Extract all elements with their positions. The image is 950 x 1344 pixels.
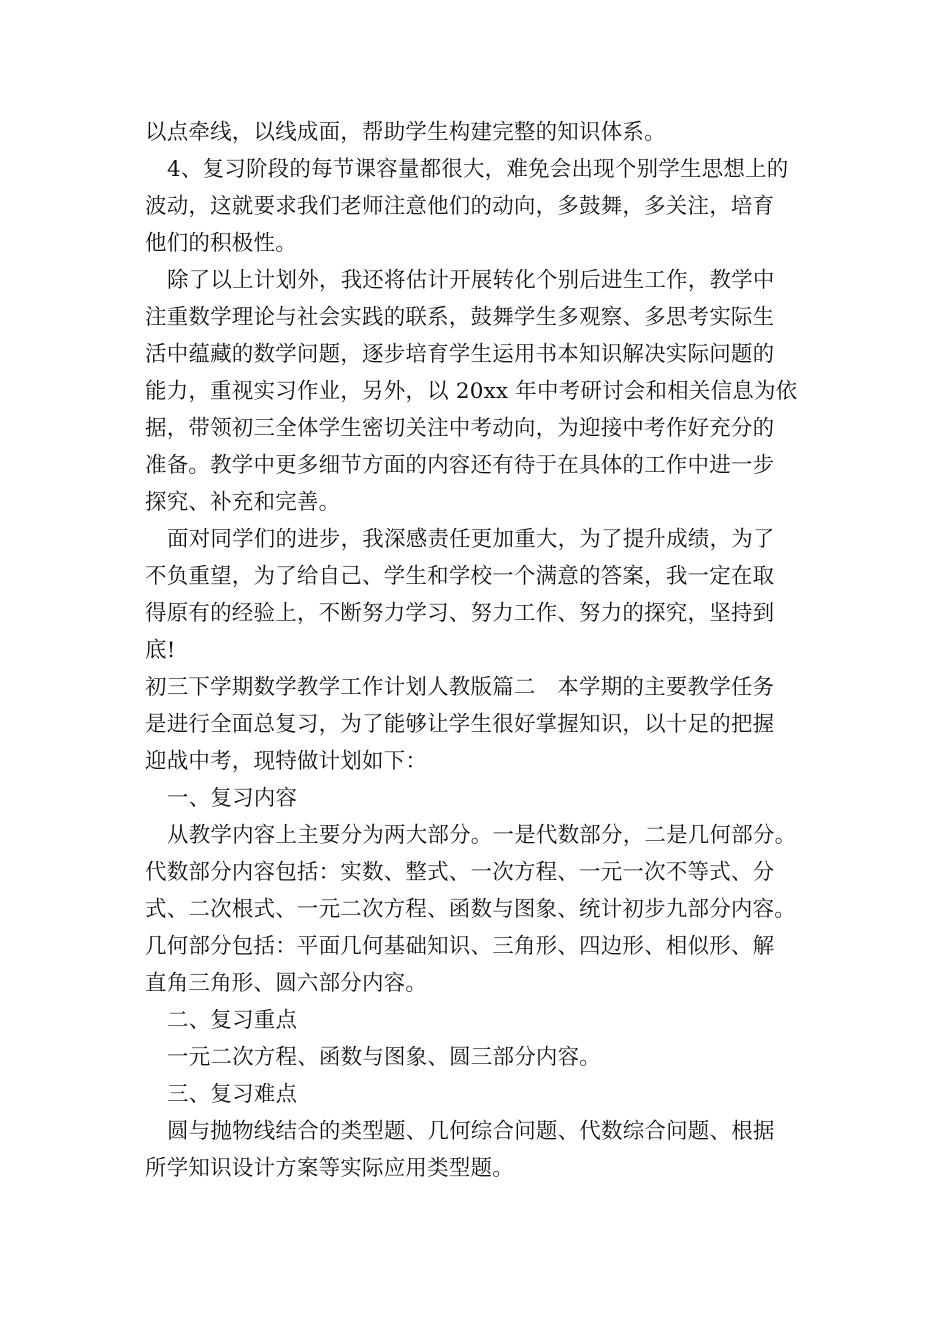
- section-heading: 二、复习重点: [167, 1008, 298, 1033]
- paragraph-start: 从教学内容上主要分为两大部分。一是代数部分，二是几何部分。: [167, 823, 797, 848]
- text-line: 代数部分内容包括：实数、整式、一次方程、一元一次不等式、分: [145, 860, 775, 885]
- paragraph-start: 面对同学们的进步，我深感责任更加重大，为了提升成绩，为了: [167, 527, 775, 552]
- text-line: 所学知识设计方案等实际应用类型题。: [145, 1156, 514, 1181]
- text-line: 以点牵线，以线成面，帮助学生构建完整的知识体系。: [145, 120, 666, 145]
- text-line: 不负重望，为了给自己、学生和学校一个满意的答案，我一定在取: [145, 564, 775, 589]
- document-body: [145, 114, 835, 1187]
- paragraph-start: 圆与抛物线结合的类型题、几何综合问题、代数综合问题、根据: [167, 1119, 775, 1144]
- text-line: 是进行全面总复习，为了能够让学生很好掌握知识，以十足的把握: [145, 712, 775, 737]
- text-line: 准备。教学中更多细节方面的内容还有待于在具体的工作中进一步: [145, 453, 775, 478]
- section-heading: 三、复习难点: [167, 1082, 298, 1107]
- text-line: 得原有的经验上，不断努力学习、努力工作、努力的探究，坚持到: [145, 601, 775, 626]
- text-line: 直角三角形、圆六部分内容。: [145, 971, 428, 996]
- text-line: 能力，重视实习作业，另外，以 20xx 年中考研讨会和相关信息为依: [145, 379, 798, 404]
- text-line: 据，带领初三全体学生密切关注中考动向，为迎接中考作好充分的: [145, 416, 775, 441]
- text-line: 底!: [145, 638, 176, 663]
- text-line: 式、二次根式、一元二次方程、函数与图象、统计初步九部分内容。: [145, 897, 797, 922]
- text-line: 注重数学理论与社会实践的联系，鼓舞学生多观察、多思考实际生: [145, 305, 775, 330]
- text-line: 迎战中考，现特做计划如下：: [145, 749, 428, 774]
- paragraph-start: 4、复习阶段的每节课容量都很大，难免会出现个别学生思想上的: [167, 157, 789, 182]
- text-line: 几何部分包括：平面几何基础知识、三角形、四边形、相似形、解: [145, 934, 775, 959]
- paragraph-start: 一元二次方程、函数与图象、圆三部分内容。: [167, 1045, 602, 1070]
- section-heading: 一、复习内容: [167, 786, 298, 811]
- section-title-line: 初三下学期数学教学工作计划人教版篇二 本学期的主要教学任务: [145, 675, 775, 700]
- text-line: 波动，这就要求我们老师注意他们的动向，多鼓舞，多关注，培育: [145, 194, 775, 219]
- text-line: 他们的积极性。: [145, 231, 297, 256]
- text-line: 探究、补充和完善。: [145, 490, 341, 515]
- text-line: 活中蕴藏的数学问题，逐步培育学生运用书本知识解决实际问题的: [145, 342, 775, 367]
- paragraph-start: 除了以上计划外，我还将估计开展转化个别后进生工作，教学中: [167, 268, 775, 293]
